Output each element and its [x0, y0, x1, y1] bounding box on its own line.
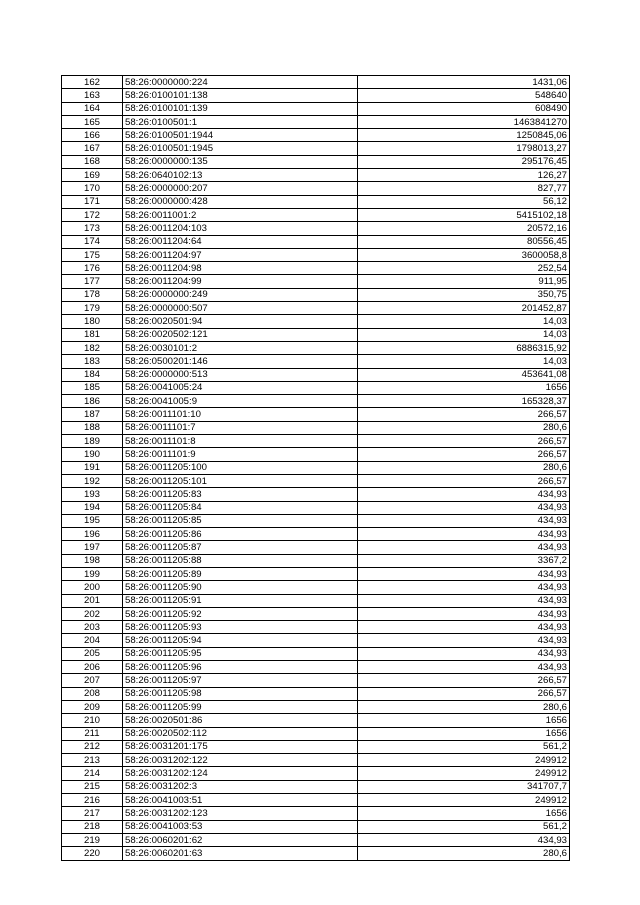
row-number: 200 — [62, 581, 123, 594]
row-number: 196 — [62, 528, 123, 541]
table-row — [62, 368, 570, 381]
cadastral-number: 58:26:0011205:91 — [123, 594, 358, 607]
cadastral-number: 58:26:0000000:135 — [123, 155, 358, 168]
row-number: 177 — [62, 275, 123, 288]
cadastral-value: 434,93 — [358, 594, 570, 607]
cadastral-number: 58:26:0100501:1944 — [123, 129, 358, 142]
cadastral-value: 1656 — [358, 807, 570, 820]
cadastral-value: 280,6 — [358, 421, 570, 434]
cadastral-table — [61, 75, 570, 861]
cadastral-value: 201452,87 — [358, 302, 570, 315]
table-row — [62, 315, 570, 328]
cadastral-value: 453641,08 — [358, 368, 570, 381]
cadastral-number: 58:26:0000000:428 — [123, 195, 358, 208]
row-number: 163 — [62, 89, 123, 102]
table-row — [62, 514, 570, 527]
table-row — [62, 700, 570, 713]
cadastral-number: 58:26:0011101:7 — [123, 421, 358, 434]
row-number: 194 — [62, 501, 123, 514]
cadastral-value: 14,03 — [358, 315, 570, 328]
cadastral-number: 58:26:0020502:112 — [123, 727, 358, 740]
cadastral-number: 58:26:0011205:89 — [123, 567, 358, 580]
row-number: 192 — [62, 474, 123, 487]
cadastral-value: 911,95 — [358, 275, 570, 288]
table-row — [62, 408, 570, 421]
table-row — [62, 248, 570, 261]
row-number: 203 — [62, 621, 123, 634]
cadastral-number: 58:26:0011101:8 — [123, 435, 358, 448]
cadastral-value: 14,03 — [358, 355, 570, 368]
cadastral-number: 58:26:0031202:124 — [123, 767, 358, 780]
cadastral-number: 58:26:0031202:123 — [123, 807, 358, 820]
cadastral-number: 58:26:0041005:9 — [123, 395, 358, 408]
row-number: 175 — [62, 248, 123, 261]
cadastral-value: 280,6 — [358, 461, 570, 474]
table-row — [62, 501, 570, 514]
table-row — [62, 169, 570, 182]
row-number: 209 — [62, 700, 123, 713]
row-number: 181 — [62, 328, 123, 341]
table-row — [62, 661, 570, 674]
table-row — [62, 634, 570, 647]
cadastral-number: 58:26:0011001:2 — [123, 208, 358, 221]
row-number: 162 — [62, 76, 123, 89]
table-row — [62, 435, 570, 448]
cadastral-value: 1656 — [358, 381, 570, 394]
cadastral-number: 58:26:0011205:87 — [123, 541, 358, 554]
cadastral-value: 434,93 — [358, 501, 570, 514]
row-number: 186 — [62, 395, 123, 408]
cadastral-number: 58:26:0011204:99 — [123, 275, 358, 288]
row-number: 172 — [62, 208, 123, 221]
row-number: 218 — [62, 820, 123, 833]
cadastral-number: 58:26:0020502:121 — [123, 328, 358, 341]
cadastral-number: 58:26:0011205:94 — [123, 634, 358, 647]
cadastral-value: 3600058,8 — [358, 248, 570, 261]
row-number: 199 — [62, 567, 123, 580]
table-row — [62, 488, 570, 501]
table-row — [62, 115, 570, 128]
table-row — [62, 647, 570, 660]
cadastral-value: 434,93 — [358, 661, 570, 674]
cadastral-number: 58:26:0011205:99 — [123, 700, 358, 713]
table-row — [62, 421, 570, 434]
cadastral-value: 548640 — [358, 89, 570, 102]
table-row — [62, 328, 570, 341]
cadastral-value: 126,27 — [358, 169, 570, 182]
table-row — [62, 341, 570, 354]
table-row — [62, 208, 570, 221]
table-row — [62, 89, 570, 102]
table-row — [62, 833, 570, 846]
cadastral-value: 165328,37 — [358, 395, 570, 408]
cadastral-number: 58:26:0020501:86 — [123, 714, 358, 727]
cadastral-number: 58:26:0000000:513 — [123, 368, 358, 381]
cadastral-number: 58:26:0100501:1945 — [123, 142, 358, 155]
table-row — [62, 714, 570, 727]
row-number: 165 — [62, 115, 123, 128]
cadastral-value: 6886315,92 — [358, 341, 570, 354]
cadastral-value: 3367,2 — [358, 554, 570, 567]
cadastral-number: 58:26:0030101:2 — [123, 341, 358, 354]
cadastral-number: 58:26:0011204:97 — [123, 248, 358, 261]
cadastral-value: 1250845,06 — [358, 129, 570, 142]
table-row — [62, 275, 570, 288]
cadastral-value: 434,93 — [358, 541, 570, 554]
row-number: 202 — [62, 607, 123, 620]
row-number: 211 — [62, 727, 123, 740]
table-row — [62, 581, 570, 594]
cadastral-number: 58:26:0031201:175 — [123, 740, 358, 753]
cadastral-value: 249912 — [358, 794, 570, 807]
table-row — [62, 794, 570, 807]
cadastral-number: 58:26:0011205:84 — [123, 501, 358, 514]
cadastral-number: 58:26:0011204:98 — [123, 262, 358, 275]
cadastral-number: 58:26:0011205:88 — [123, 554, 358, 567]
cadastral-number: 58:26:0011205:100 — [123, 461, 358, 474]
row-number: 182 — [62, 341, 123, 354]
cadastral-value: 827,77 — [358, 182, 570, 195]
table-row — [62, 528, 570, 541]
cadastral-number: 58:26:0011205:97 — [123, 674, 358, 687]
table-row — [62, 674, 570, 687]
table-row — [62, 727, 570, 740]
cadastral-number: 58:26:0020501:94 — [123, 315, 358, 328]
cadastral-number: 58:26:0000000:507 — [123, 302, 358, 315]
row-number: 213 — [62, 754, 123, 767]
table-row — [62, 182, 570, 195]
table-row — [62, 754, 570, 767]
table-row — [62, 448, 570, 461]
row-number: 174 — [62, 235, 123, 248]
row-number: 201 — [62, 594, 123, 607]
cadastral-value: 434,93 — [358, 514, 570, 527]
cadastral-number: 58:26:0011205:95 — [123, 647, 358, 660]
table-row — [62, 554, 570, 567]
table-row — [62, 847, 570, 860]
cadastral-number: 58:26:0011204:103 — [123, 222, 358, 235]
cadastral-number: 58:26:0500201:146 — [123, 355, 358, 368]
cadastral-number: 58:26:0031202:3 — [123, 780, 358, 793]
table-row — [62, 395, 570, 408]
cadastral-value: 1463841270 — [358, 115, 570, 128]
cadastral-number: 58:26:0011205:93 — [123, 621, 358, 634]
row-number: 166 — [62, 129, 123, 142]
cadastral-number: 58:26:0000000:207 — [123, 182, 358, 195]
cadastral-value: 266,57 — [358, 687, 570, 700]
row-number: 188 — [62, 421, 123, 434]
cadastral-value: 1798013,27 — [358, 142, 570, 155]
cadastral-number: 58:26:0041003:51 — [123, 794, 358, 807]
cadastral-value: 266,57 — [358, 474, 570, 487]
row-number: 195 — [62, 514, 123, 527]
cadastral-number: 58:26:0011205:83 — [123, 488, 358, 501]
table-body — [62, 76, 570, 861]
cadastral-value: 1431,06 — [358, 76, 570, 89]
row-number: 212 — [62, 740, 123, 753]
row-number: 169 — [62, 169, 123, 182]
cadastral-number: 58:26:0011205:90 — [123, 581, 358, 594]
row-number: 191 — [62, 461, 123, 474]
table-row — [62, 355, 570, 368]
table-row — [62, 474, 570, 487]
cadastral-number: 58:26:0000000:249 — [123, 288, 358, 301]
cadastral-value: 266,57 — [358, 408, 570, 421]
row-number: 167 — [62, 142, 123, 155]
cadastral-value: 252,54 — [358, 262, 570, 275]
row-number: 215 — [62, 780, 123, 793]
row-number: 180 — [62, 315, 123, 328]
table-row — [62, 102, 570, 115]
cadastral-number: 58:26:0011205:86 — [123, 528, 358, 541]
cadastral-value: 434,93 — [358, 833, 570, 846]
row-number: 184 — [62, 368, 123, 381]
table-row — [62, 302, 570, 315]
table-row — [62, 740, 570, 753]
row-number: 178 — [62, 288, 123, 301]
table-row — [62, 235, 570, 248]
cadastral-value: 266,57 — [358, 435, 570, 448]
row-number: 170 — [62, 182, 123, 195]
cadastral-value: 249912 — [358, 754, 570, 767]
row-number: 179 — [62, 302, 123, 315]
cadastral-number: 58:26:0011205:96 — [123, 661, 358, 674]
cadastral-number: 58:26:0011101:10 — [123, 408, 358, 421]
table-row — [62, 687, 570, 700]
row-number: 204 — [62, 634, 123, 647]
table-row — [62, 381, 570, 394]
row-number: 220 — [62, 847, 123, 860]
row-number: 173 — [62, 222, 123, 235]
table-row — [62, 195, 570, 208]
cadastral-number: 58:26:0011205:101 — [123, 474, 358, 487]
cadastral-number: 58:26:0060201:62 — [123, 833, 358, 846]
table-row — [62, 820, 570, 833]
cadastral-value: 608490 — [358, 102, 570, 115]
row-number: 168 — [62, 155, 123, 168]
table-row — [62, 461, 570, 474]
table-row — [62, 222, 570, 235]
row-number: 183 — [62, 355, 123, 368]
cadastral-number: 58:26:0011101:9 — [123, 448, 358, 461]
cadastral-value: 56,12 — [358, 195, 570, 208]
cadastral-value: 350,75 — [358, 288, 570, 301]
cadastral-value: 249912 — [358, 767, 570, 780]
row-number: 198 — [62, 554, 123, 567]
row-number: 176 — [62, 262, 123, 275]
row-number: 217 — [62, 807, 123, 820]
cadastral-value: 266,57 — [358, 448, 570, 461]
cadastral-value: 280,6 — [358, 847, 570, 860]
cadastral-number: 58:26:0100101:138 — [123, 89, 358, 102]
cadastral-value: 266,57 — [358, 674, 570, 687]
table-row — [62, 129, 570, 142]
cadastral-value: 434,93 — [358, 621, 570, 634]
cadastral-value: 341707,7 — [358, 780, 570, 793]
row-number: 187 — [62, 408, 123, 421]
cadastral-number: 58:26:0100501:1 — [123, 115, 358, 128]
cadastral-number: 58:26:0000000:224 — [123, 76, 358, 89]
table-row — [62, 594, 570, 607]
cadastral-number: 58:26:0011205:98 — [123, 687, 358, 700]
cadastral-value: 434,93 — [358, 581, 570, 594]
table-row — [62, 567, 570, 580]
cadastral-value: 561,2 — [358, 820, 570, 833]
row-number: 207 — [62, 674, 123, 687]
cadastral-value: 434,93 — [358, 567, 570, 580]
row-number: 185 — [62, 381, 123, 394]
cadastral-value: 280,6 — [358, 700, 570, 713]
row-number: 171 — [62, 195, 123, 208]
cadastral-value: 295176,45 — [358, 155, 570, 168]
table-row — [62, 155, 570, 168]
cadastral-value: 5415102,18 — [358, 208, 570, 221]
row-number: 208 — [62, 687, 123, 700]
row-number: 189 — [62, 435, 123, 448]
table-row — [62, 262, 570, 275]
table-row — [62, 767, 570, 780]
row-number: 193 — [62, 488, 123, 501]
row-number: 214 — [62, 767, 123, 780]
row-number: 205 — [62, 647, 123, 660]
table-row — [62, 807, 570, 820]
cadastral-value: 1656 — [358, 727, 570, 740]
table-row — [62, 288, 570, 301]
cadastral-value: 14,03 — [358, 328, 570, 341]
cadastral-number: 58:26:0100101:139 — [123, 102, 358, 115]
cadastral-value: 434,93 — [358, 607, 570, 620]
table-row — [62, 607, 570, 620]
row-number: 164 — [62, 102, 123, 115]
row-number: 219 — [62, 833, 123, 846]
cadastral-value: 561,2 — [358, 740, 570, 753]
table-row — [62, 780, 570, 793]
table-row — [62, 76, 570, 89]
row-number: 216 — [62, 794, 123, 807]
cadastral-number: 58:26:0060201:63 — [123, 847, 358, 860]
cadastral-value: 20572,16 — [358, 222, 570, 235]
row-number: 210 — [62, 714, 123, 727]
cadastral-value: 434,93 — [358, 488, 570, 501]
cadastral-number: 58:26:0041003:53 — [123, 820, 358, 833]
row-number: 206 — [62, 661, 123, 674]
table-row — [62, 541, 570, 554]
cadastral-number: 58:26:0640102:13 — [123, 169, 358, 182]
cadastral-value: 434,93 — [358, 528, 570, 541]
cadastral-value: 434,93 — [358, 647, 570, 660]
table-row — [62, 142, 570, 155]
cadastral-value: 80556,45 — [358, 235, 570, 248]
row-number: 197 — [62, 541, 123, 554]
cadastral-value: 434,93 — [358, 634, 570, 647]
table-row — [62, 621, 570, 634]
cadastral-number: 58:26:0011204:64 — [123, 235, 358, 248]
cadastral-number: 58:26:0031202:122 — [123, 754, 358, 767]
cadastral-number: 58:26:0011205:85 — [123, 514, 358, 527]
cadastral-number: 58:26:0011205:92 — [123, 607, 358, 620]
cadastral-number: 58:26:0041005:24 — [123, 381, 358, 394]
cadastral-value: 1656 — [358, 714, 570, 727]
row-number: 190 — [62, 448, 123, 461]
